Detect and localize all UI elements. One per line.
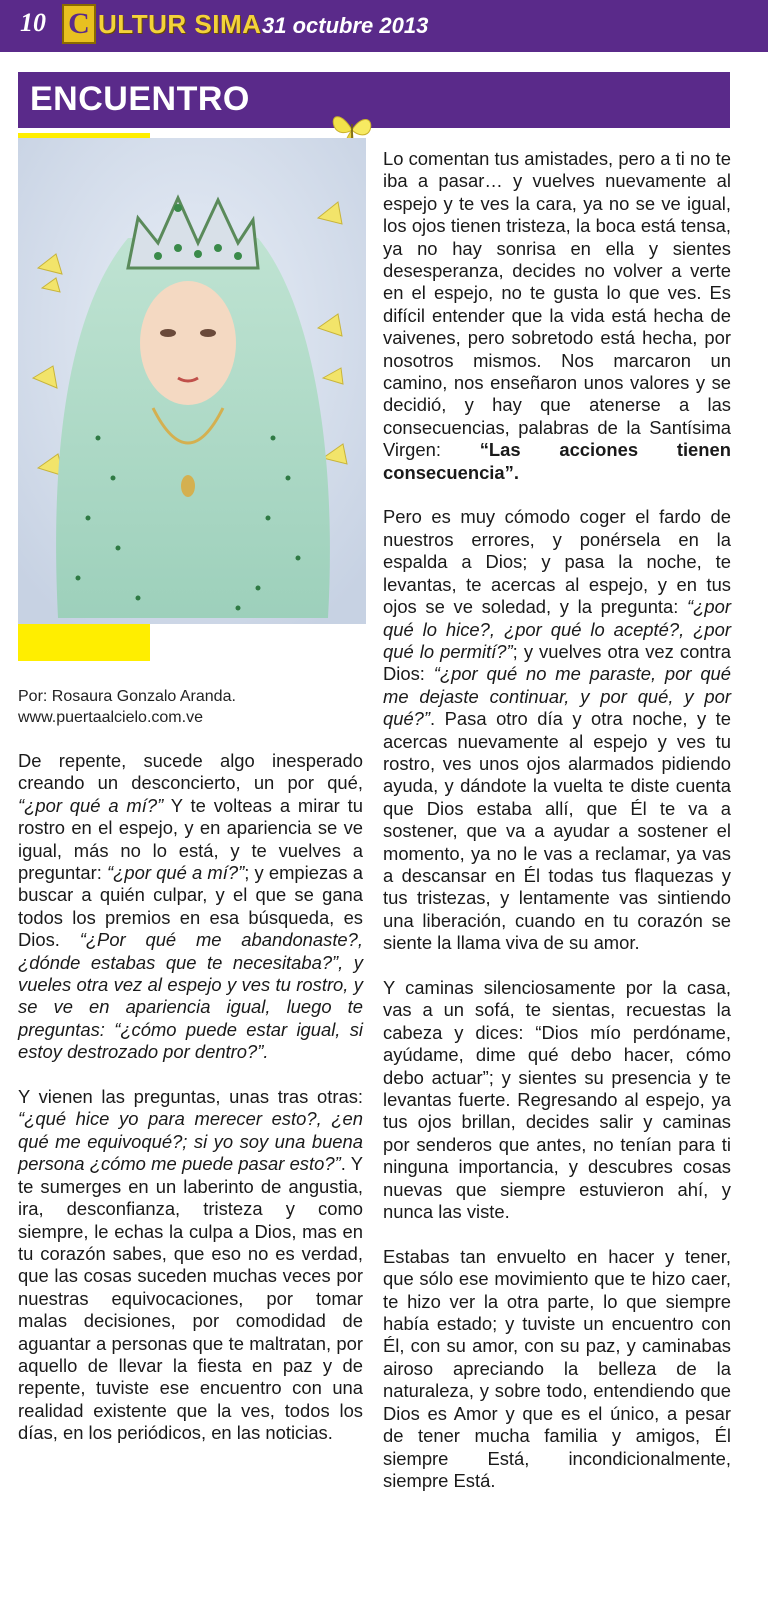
website-url: www.puertaalcielo.com.ve — [18, 709, 203, 726]
author-name: Por: Rosaura Gonzalo Aranda. — [18, 688, 236, 705]
paragraph: Pero es muy cómodo coger el fardo de nuestros errores, y ponérsela en la espalda a Dios; y pasa la noche, te levantas, te acercas al espejo, y en tus ojos se ve soledad, y la pregunta: “¿por qué lo hice?, ¿por qué lo acepté?, ¿por qué lo permití?”; y vuelves otra vez contra Dios: “¿por qué no me paraste, por qué me dejaste continuar, y por qué, y por qué?”. Pasa otro día y otra noche, y te acercas nuevamente al espejo y ves tu rostro, ves unos ojos alarmados pidiendo ayuda, y dándote la vuelta te diste cuenta que Dios estaba allí, que Él te va a sostener, que va a ayudar a sostener el momento, ya no le vas a reclamar, ya vas a descansar en Él todas tus flaquezas y tus tristezas, y lentamente vas sintiendo una liberación, cuando en tu corazón se siente la llama viva de su amor. — [383, 506, 732, 954]
byline — [18, 686, 236, 728]
virgin-painting-image — [18, 138, 366, 624]
virgin-quote: “Las acciones tienen consecuencia”. — [383, 439, 731, 483]
culturisima-logo — [62, 4, 261, 44]
paragraph: Lo comentan tus amistades, pero a ti no te iba a pasar… y vuelves nuevamente al espejo y te ves la cara, ya no se ve igual, los ojos tienen tristeza, la boca está tensa, ya no hay sonrisa en ella y sientes desesperanza, decides no volver a verte en el espejo, no te gusta lo que ves. Es difícil entender que la vida está hecha de vaivenes, pero sobretodo está hecha, por nosotros mismos. Nos marcaron un camino, nos enseñaron unos valores y se decidió, y hay que atenerse a las consecuencias, palabras de la Santísima Virgen: “Las acciones tienen consecuencia”. — [383, 148, 731, 483]
article-column-right — [383, 148, 731, 1515]
paragraph: Y vienen las preguntas, unas tras otras: “¿qué hice yo para merecer esto?, ¿en qué me equivoqué?; si yo soy una buena persona ¿cómo me puede pasar esto?”. Y te sumerges en un laberinto de angustia, ira, desconfianza, tristeza y como siempre, le echas la culpa a Dios, mas en tu corazón sabes, que eso no es verdad, que las cosas suceden muchas veces por nuestras equivocaciones, por tomar malas decisiones, por comodidad de aguantar a personas que te maltratan, por aquello de llevar la fiesta en paz y de repente, tuviste ese encuentro con una realidad existente que la ves, todos los días, en los periódicos, en las noticias. — [18, 1086, 363, 1444]
section-title: ENCUENTRO — [30, 80, 250, 118]
paragraph: De repente, sucede algo inesperado creando un desconcierto, un por qué, “¿por qué a mí?” Y te volteas a mirar tu rostro en el espejo, y en apariencia se ve igual, más no lo está, y te vuelves a preguntar: “¿por qué a mí?”; y empiezas a buscar a quién culpar, y el que se gana todos los premios en esa búsqueda, es Dios. “¿Por qué me abandonaste?, ¿dónde estabas que te necesitaba?”, y vueles otra vez al espejo y ves tu rostro, y se ve en apariencia igual, luego te preguntas: “¿cómo puede estar igual, si estoy destrozado por dentro?”. — [18, 750, 364, 1063]
issue-date: 31 octubre 2013 — [262, 13, 429, 38]
header-bar — [0, 0, 768, 52]
logo-initial: C — [62, 4, 96, 44]
logo-text: ULTUR SIMA — [98, 8, 262, 39]
paragraph: Y caminas silenciosamente por la casa, vas a un sofá, te sientas, recuestas la cabeza y dices: “Dios mío perdóname, ayúdame, dime qué debo hacer, cómo debo actuar”; y sientes su presencia y te levantas fuerte. Regresando al espejo, ya tus ojos brillan, decides salir y caminas por senderos que antes, no tenían para ti ninguna importancia, y descubres cosas nuevas que siempre estuvieron ahí, y nunca las viste. — [383, 977, 731, 1223]
article-column-left — [18, 750, 363, 1467]
paragraph: Estabas tan envuelto en hacer y tener, que sólo ese movimiento que te hizo caer, te hizo ver la otra parte, lo que siempre había estado; y tuviste un encuentro con Él, con su amor, con su paz, y caminabas airoso apreciando la belleza de la naturaleza, y sobre todo, entendiendo que Dios es Amor y que es el único, a pesar de tener mucha familia y amigos, Él siempre Está, incondicionalmente, siempre Está. — [383, 1245, 731, 1491]
page-number: 10 — [20, 8, 46, 37]
